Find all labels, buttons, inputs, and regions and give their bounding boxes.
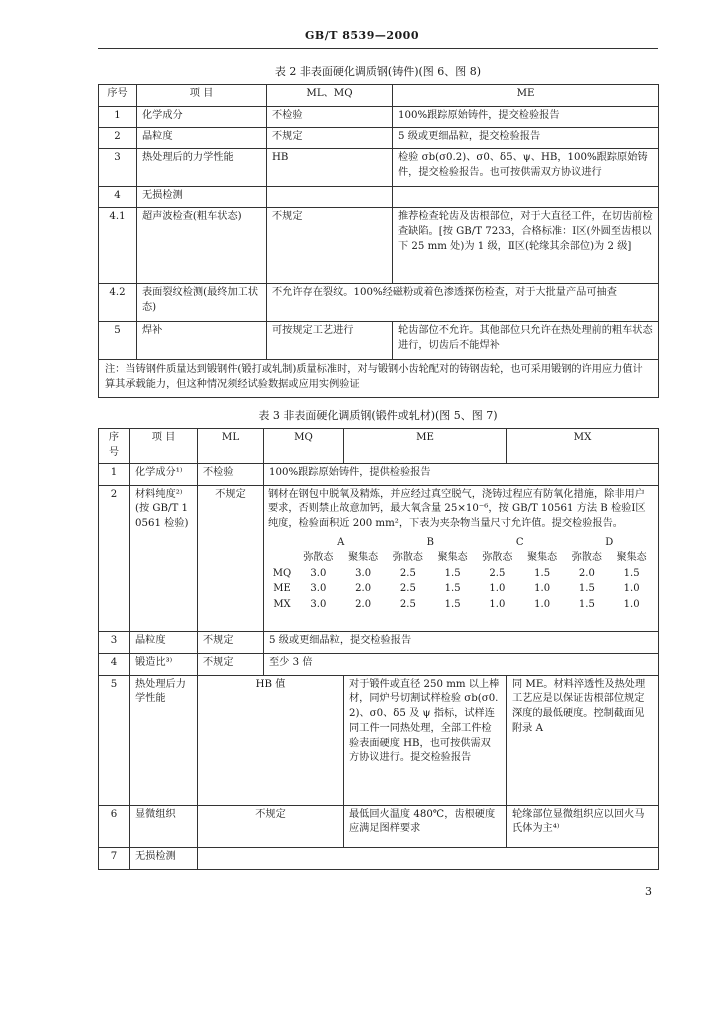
grade-value: 2.5 bbox=[489, 567, 506, 579]
t2-row1-no: 1 bbox=[99, 107, 137, 128]
t3-row2-ml: 不规定 bbox=[198, 485, 264, 631]
table-row bbox=[99, 322, 659, 360]
grade-row-mq bbox=[268, 566, 654, 582]
t3-row6-mx: 轮缘部位显微组织应以回火马氏体为主⁴⁾ bbox=[507, 805, 659, 847]
t2-header-me: ME bbox=[393, 85, 659, 107]
t3-row5-mx: 同 ME。材料淬透性及热处理工艺应是以保证齿根部位规定深度的最低硬度。控制截面见附录 A bbox=[507, 675, 659, 805]
t2-row1-item: 化学成分 bbox=[137, 107, 267, 128]
t3-row6-mlmq: 不规定 bbox=[198, 805, 344, 847]
t2-note: 注：当铸钢件质量达到锻钢件(锻打或轧制)质量标准时，对与锻钢小齿轮配对的铸钢齿轮，也可采用锻钢的许用应力值计算其承载能力，但这种情况须经试验数据或应用实例验证 bbox=[99, 360, 659, 398]
subhead: 聚集态 bbox=[616, 552, 647, 564]
document-header: GB/T 8539—2000 bbox=[305, 29, 419, 42]
table-row bbox=[99, 208, 659, 284]
t3-header-ml: ML bbox=[198, 429, 264, 464]
t3-row5-item: 热处理后力学性能 bbox=[130, 675, 198, 805]
t2-row1-me: 100%跟踪原始铸件，提交检验报告 bbox=[393, 107, 659, 128]
t3-header-mq: MQ bbox=[264, 429, 344, 464]
t3-row2-item: 材料纯度²⁾(按 GB/T 10561 检验) bbox=[130, 485, 198, 631]
subhead: 弥散态 bbox=[392, 552, 423, 564]
subhead: 弥散态 bbox=[303, 552, 334, 564]
t2-row5-me: 轮齿部位不允许。其他部位只允许在热处理前的粗车状态进行，切齿后不能焊补 bbox=[393, 322, 659, 360]
t2-row42-no: 4.2 bbox=[99, 284, 137, 322]
t3-row4-rest: 至少 3 倍 bbox=[264, 653, 659, 675]
grade-value: 2.5 bbox=[399, 598, 416, 610]
t2-row2-mlmq: 不规定 bbox=[267, 128, 393, 149]
t3-row7-rest bbox=[198, 847, 659, 869]
grade-value: 2.0 bbox=[355, 598, 372, 610]
t3-row7-no: 7 bbox=[99, 847, 130, 869]
t3-row1-no: 1 bbox=[99, 463, 130, 485]
t2-row5-mlmq: 可按规定工艺进行 bbox=[267, 322, 393, 360]
t2-row42-item: 表面裂纹检测(最终加工状态) bbox=[137, 284, 267, 322]
grade-value: 1.0 bbox=[489, 598, 506, 610]
grade-value: 1.5 bbox=[578, 583, 595, 595]
t3-row2-no: 2 bbox=[99, 485, 130, 631]
t2-header-no: 序号 bbox=[99, 85, 137, 107]
t3-row5-mlmq: HB 值 bbox=[198, 675, 344, 805]
grade-value: 2.5 bbox=[399, 583, 416, 595]
group-c: C bbox=[515, 536, 524, 548]
t3-header-mx: MX bbox=[507, 429, 659, 464]
grade-row-mx bbox=[268, 597, 654, 613]
table-row bbox=[99, 107, 659, 128]
t3-row2-text: 钢材在钢包中脱氧及精炼，并应经过真空脱气，浇铸过程应有防氧化措施，除非用户要求，否则禁止故意加钙，最大氧含量 25×10⁻⁶，按 GB/T 10561 方法 B 检验Ⅰ区纯度，检验面积近 200 mm²，下表为夹杂物当量尺寸允许值。提交检验报告。 bbox=[268, 488, 646, 530]
table-row bbox=[99, 675, 659, 805]
t3-row1-item: 化学成分¹⁾ bbox=[130, 463, 198, 485]
t3-row5-me: 对于锻件或直径 250 mm 以上棒材，同炉号切割试样检验 σb(σ0.2)、σ0、δ5 及 ψ 指标，试样连同工件一同热处理，全部工件检验表面硬度 HB，也可按供需双方协议进行。提交检验报告 bbox=[344, 675, 507, 805]
inclusion-table bbox=[268, 535, 654, 613]
table-row bbox=[99, 485, 659, 631]
grade-value: 3.0 bbox=[310, 583, 327, 595]
t3-row7-item: 无损检测 bbox=[130, 847, 198, 869]
subhead: 聚集态 bbox=[527, 552, 558, 564]
t3-header-item: 项 目 bbox=[130, 429, 198, 464]
t2-row3-no: 3 bbox=[99, 149, 137, 187]
t2-row3-me: 检验 σb(σ0.2)、σ0、δ5、ψ、HB，100%跟踪原始铸件，提交检验报告。也可按供需双方协议进行 bbox=[393, 149, 659, 187]
t2-row4-item: 无损检测 bbox=[137, 187, 267, 208]
group-b: B bbox=[426, 536, 434, 548]
t2-row5-no: 5 bbox=[99, 322, 137, 360]
t3-row2-content bbox=[264, 485, 659, 631]
t3-row6-item: 显微组织 bbox=[130, 805, 198, 847]
t2-row5-item: 焊补 bbox=[137, 322, 267, 360]
table-row bbox=[99, 187, 659, 208]
grade-value: 2.0 bbox=[355, 583, 372, 595]
t2-row3-item: 热处理后的力学性能 bbox=[137, 149, 267, 187]
grade-value: 1.5 bbox=[534, 567, 551, 579]
t2-row2-item: 晶粒度 bbox=[137, 128, 267, 149]
t2-row1-mlmq: 不检验 bbox=[267, 107, 393, 128]
t2-row41-mlmq: 不规定 bbox=[267, 208, 393, 284]
grade-value: 1.5 bbox=[623, 567, 640, 579]
table-row bbox=[99, 149, 659, 187]
t3-row4-item: 锻造比³⁾ bbox=[130, 653, 198, 675]
grade-value: 1.0 bbox=[489, 583, 506, 595]
grade-value: 3.0 bbox=[310, 567, 327, 579]
t2-header-item: 项 目 bbox=[137, 85, 267, 107]
grade-value: 1.0 bbox=[534, 583, 551, 595]
grade-value: 3.0 bbox=[310, 598, 327, 610]
subhead: 弥散态 bbox=[571, 552, 602, 564]
grade-value: 1.0 bbox=[534, 598, 551, 610]
grade-label: MX bbox=[273, 598, 291, 610]
table-row bbox=[99, 847, 659, 869]
subhead: 聚集态 bbox=[437, 552, 468, 564]
grade-value: 1.5 bbox=[444, 598, 461, 610]
grade-value: 1.0 bbox=[623, 583, 640, 595]
t3-row3-ml: 不规定 bbox=[198, 631, 264, 653]
grade-label: MQ bbox=[272, 567, 292, 579]
grade-row-me bbox=[268, 581, 654, 597]
grade-label: ME bbox=[273, 583, 291, 595]
t3-row6-me: 最低回火温度 480℃，齿根硬度应满足图样要求 bbox=[344, 805, 507, 847]
grade-value: 2.5 bbox=[399, 567, 416, 579]
group-d: D bbox=[605, 536, 614, 548]
t3-row4-ml: 不规定 bbox=[198, 653, 264, 675]
t3-header-no: 序号 bbox=[99, 429, 130, 464]
t3-header-me: ME bbox=[344, 429, 507, 464]
t3-row5-no: 5 bbox=[99, 675, 130, 805]
t2-header-mlmq: ML、MQ bbox=[267, 85, 393, 107]
grade-value: 1.5 bbox=[444, 567, 461, 579]
subhead: 聚集态 bbox=[348, 552, 379, 564]
t2-row3-mlmq: HB bbox=[267, 149, 393, 187]
table3-caption: 表 3 非表面硬化调质钢(锻件或轧材)(图 5、图 7) bbox=[258, 409, 498, 422]
group-a: A bbox=[337, 536, 345, 548]
table-row bbox=[99, 284, 659, 322]
grade-value: 1.5 bbox=[578, 598, 595, 610]
table2 bbox=[98, 84, 659, 398]
t3-row1-ml: 不检验 bbox=[198, 463, 264, 485]
t2-row42-merged: 不允许存在裂纹。100%经磁粉或着色渗透探伤检查，对于大批量产品可抽查 bbox=[267, 284, 659, 322]
grade-value: 3.0 bbox=[355, 567, 372, 579]
t3-row3-rest: 5 级或更细晶粒，提交检验报告 bbox=[264, 631, 659, 653]
grade-value: 1.0 bbox=[623, 598, 640, 610]
table-row bbox=[99, 631, 659, 653]
table-row bbox=[99, 463, 659, 485]
t2-row41-no: 4.1 bbox=[99, 208, 137, 284]
t2-row2-me: 5 级或更细晶粒，提交检验报告 bbox=[393, 128, 659, 149]
t2-row4-mlmq bbox=[267, 187, 393, 208]
grade-value: 2.0 bbox=[578, 567, 595, 579]
t3-row3-no: 3 bbox=[99, 631, 130, 653]
t2-row2-no: 2 bbox=[99, 128, 137, 149]
t2-row4-me bbox=[393, 187, 659, 208]
grade-value: 1.5 bbox=[444, 583, 461, 595]
table3 bbox=[98, 428, 659, 870]
t2-row41-item: 超声波检查(粗车状态) bbox=[137, 208, 267, 284]
subhead: 弥散态 bbox=[482, 552, 513, 564]
header-rule bbox=[98, 48, 658, 49]
t3-row1-rest: 100%跟踪原始铸件，提供检验报告 bbox=[264, 463, 659, 485]
t3-row4-no: 4 bbox=[99, 653, 130, 675]
t2-row4-no: 4 bbox=[99, 187, 137, 208]
table-row bbox=[99, 128, 659, 149]
table2-caption: 表 2 非表面硬化调质钢(铸件)(图 6、图 8) bbox=[274, 65, 482, 78]
page-number: 3 bbox=[645, 885, 652, 898]
table-row bbox=[99, 805, 659, 847]
t3-row3-item: 晶粒度 bbox=[130, 631, 198, 653]
table-row bbox=[99, 653, 659, 675]
t3-row6-no: 6 bbox=[99, 805, 130, 847]
t2-row41-me: 推荐检查轮齿及齿根部位，对于大直径工件，在切齿前检查缺陷。[按 GB/T 7233，合格标准：Ⅰ区(外圆至齿根以下 25 mm 处)为 1 级，Ⅱ区(轮缘其余部位)为 2 级] bbox=[393, 208, 659, 284]
